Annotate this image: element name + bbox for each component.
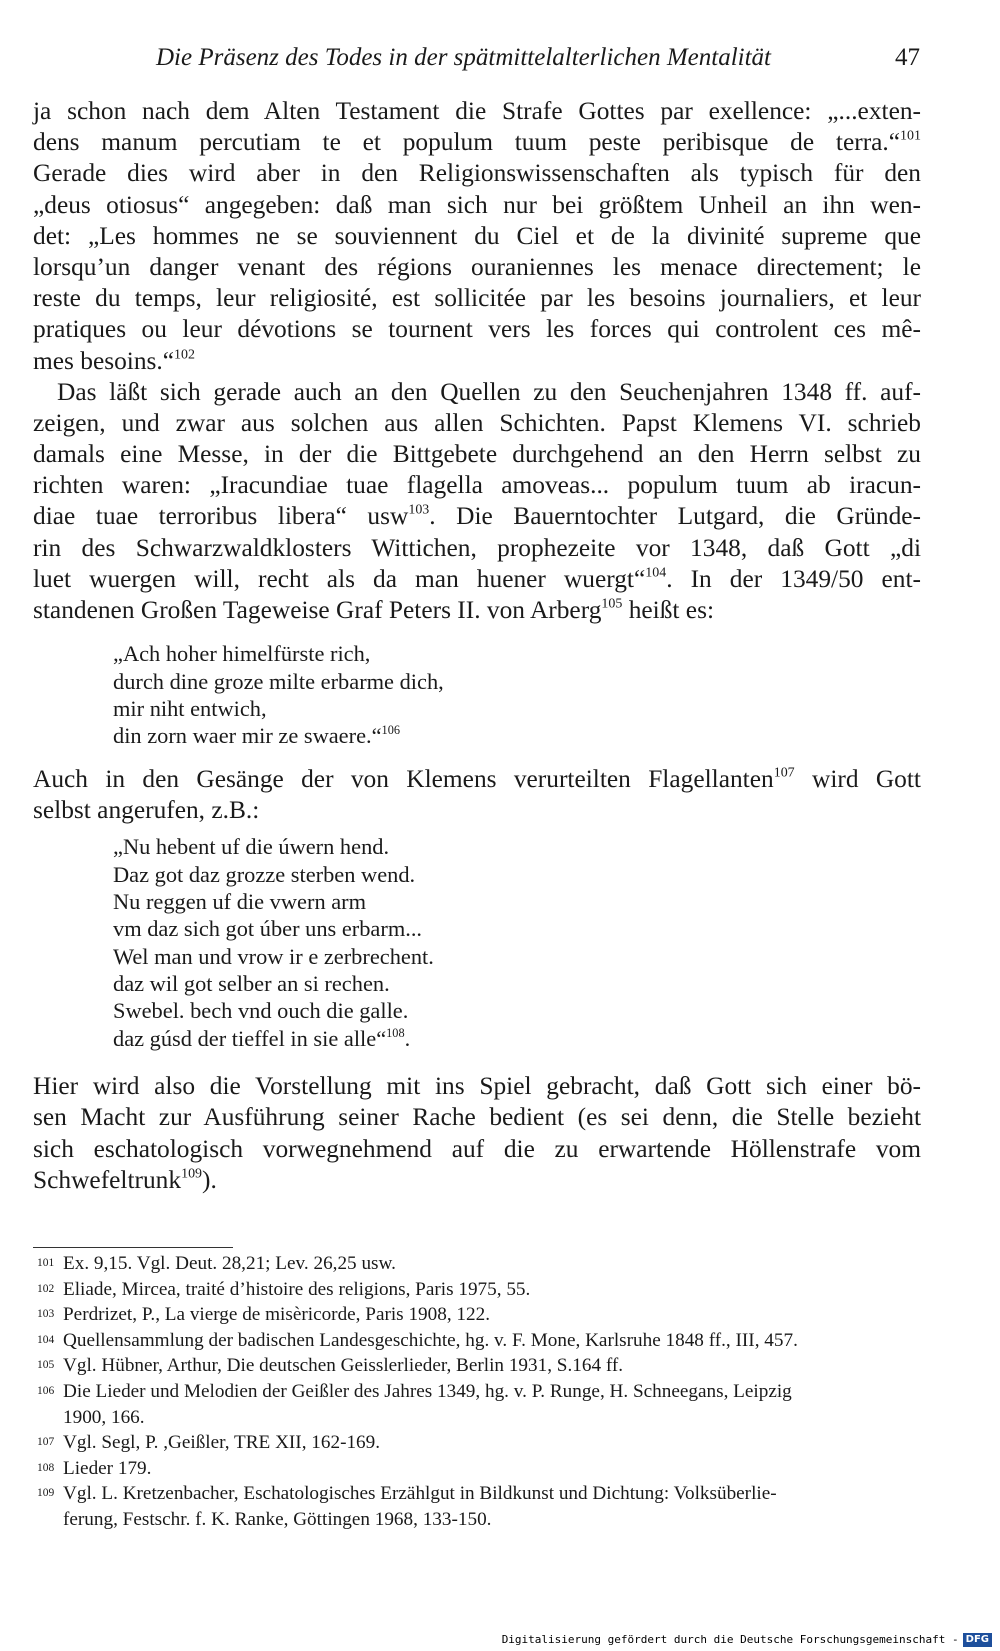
verse-line: Nu reggen uf die vwern arm <box>113 888 367 914</box>
text-line: richten waren: „Iracundiae tuae flagella amoveas... populum tuum ab iracun- <box>33 471 921 500</box>
footnote: 103 Perdrizet, P., La vierge de misèricorde, Paris 1908, 122. <box>37 1304 490 1326</box>
verse-line: daz gúsd der tieffel in sie alle“$^{108}$. <box>113 1025 411 1051</box>
footnote-rule <box>33 1247 233 1248</box>
verse-line: Wel man und vrow ir e zerbrechent. <box>113 943 434 969</box>
text-line: damals eine Messe, in der die Bittgebete durchgehend an den Herrn selbst zu <box>33 440 921 469</box>
verse-line: „Ach hoher himelfürste rich, <box>113 641 371 667</box>
text-line: Auch in den Gesänge der von Klemens verurteilten Flagellanten$^{107}$ wird Gott <box>33 764 921 793</box>
verse-line: durch dine groze milte erbarme dich, <box>113 668 444 694</box>
footnote: 105 Vgl. Hübner, Arthur, Die deutschen Geisslerlieder, Berlin 1931, S.164 ff. <box>37 1355 624 1377</box>
footnote-ref: 108 <box>386 1025 405 1040</box>
text-line: ja schon nach dem Alten Testament die Strafe Gottes par exellence: „...exten- <box>33 97 921 125</box>
footnote-ref: 103 <box>408 502 430 518</box>
footnote: 102 Eliade, Mircea, traité d’histoire des religions, Paris 1975, 55. <box>37 1278 531 1300</box>
verse-line: mir niht entwich, <box>113 695 267 721</box>
text-line: Hier wird also die Vorstellung mit ins Spiel gebracht, daß Gott sich einer bö- <box>33 1072 921 1101</box>
text-line: mes besoins.“$^{102}$ <box>33 346 195 375</box>
footnote-continuation: 1900, 166. <box>63 1406 145 1428</box>
footnote: 101 Ex. 9,15. Vgl. Deut. 28,21; Lev. 26,25 usw. <box>37 1253 396 1274</box>
text-line: rin des Schwarzwaldklosters Wittichen, prophezeite vor 1348, daß Gott „di <box>33 533 921 562</box>
page-header <box>30 44 920 78</box>
running-title: Die Präsenz des Todes in der spätmittelalterlichen Mentalität <box>156 44 771 71</box>
text-line: reste du temps, leur religiosité, est sollicitée par les besoins journaliers, et leur <box>33 284 921 313</box>
text-line: luet wuergen will, recht als da man huener wuergt“$^{104}$. In der 1349/50 ent- <box>33 564 921 593</box>
funding-note <box>502 1631 992 1649</box>
footnote: 106 Die Lieder und Melodien der Geißler des Jahres 1349, hg. v. P. Runge, H. Schneegans, Leipzig <box>37 1380 792 1402</box>
verse-line: vm daz sich got úber uns erbarm... <box>113 916 423 942</box>
text-line: det: „Les hommes ne se souviennent du Ciel et de la divinité supreme que <box>33 221 921 250</box>
footnote-ref: 101 <box>900 128 921 144</box>
text-line: zeigen, und zwar aus solchen aus allen Schichten. Papst Klemens VI. schrieb <box>33 408 921 437</box>
text-line: standenen Großen Tageweise Graf Peters II. von Arberg$^{105}$ heißt es: <box>33 596 715 624</box>
footnotes <box>33 1247 925 1533</box>
text-line: pratiques ou leur dévotions se tournent vers les forces qui controlent ces mê- <box>33 315 921 344</box>
text-line: sen Macht zur Ausführung seiner Rache bedient (es sei denn, die Stelle bezieht <box>33 1103 921 1132</box>
text-line: sich eschatologisch vorwegnehmend auf die zu erwartende Höllenstrafe vom <box>33 1134 921 1163</box>
dfg-logo: DFG <box>963 1633 992 1647</box>
text-line: lorsqu’un danger venant des régions ouraniennes les menace directement; le <box>33 252 921 281</box>
text-line: dens manum percutiam te et populum tuum peste peribisque de terra.“$^{101}$ <box>33 128 921 157</box>
footnote-ref: 105 <box>601 596 623 612</box>
text-line: Gerade dies wird aber in den Religionswissenschaften als typisch für den <box>33 159 921 188</box>
page-number: 47 <box>895 44 920 71</box>
footnote: 104 Quellensammlung der badischen Landesgeschichte, hg. v. F. Mone, Karlsruhe 1848 ff., III, 457. <box>37 1329 798 1351</box>
footnote: 109 Vgl. L. Kretzenbacher, Eschatologisches Erzählgut in Bildkunst und Dichtung: Volksüberlie- <box>37 1483 777 1505</box>
footnote-ref: 102 <box>174 347 195 363</box>
verse-line: „Nu hebent uf die úwern hend. <box>113 834 390 860</box>
footnote: 107 Vgl. Segl, P. ,Geißler, TRE XII, 162-169. <box>37 1432 381 1454</box>
text-line: Das läßt sich gerade auch an den Quellen zu den Seuchenjahren 1348 ff. auf- <box>57 377 921 406</box>
footnote-continuation: ferung, Festschr. f. K. Ranke, Göttingen 1968, 133-150. <box>63 1508 492 1530</box>
verse-line: din zorn waer mir ze swaere.“$^{106}$ <box>113 723 401 749</box>
footnote-ref: 107 <box>773 765 795 781</box>
footnote-ref: 109 <box>181 1166 203 1182</box>
text-line: diae tuae terroribus libera“ usw$^{103}$. Die Bauerntochter Lutgard, die Gründe- <box>33 502 922 531</box>
footnote-ref: 106 <box>381 723 401 738</box>
footnote: 108 Lieder 179. <box>37 1457 152 1479</box>
verse-line: Daz got daz grozze sterben wend. <box>113 861 416 887</box>
verse-line: daz wil got selber an si rechen. <box>113 971 390 997</box>
funding-text: Digitalisierung gefördert durch die Deutsche Forschungsgemeinschaft - <box>501 1633 959 1646</box>
text-line: „deus otiosus“ angegeben: daß man sich nur bei größtem Unheil an ihn wen- <box>33 190 921 219</box>
footnote-ref: 104 <box>645 565 667 581</box>
text-line: selbst angerufen, z.B.: <box>33 795 260 824</box>
text-line: Schwefeltrunk$^{109}$). <box>33 1165 217 1194</box>
verse-line: Swebel. bech vnd ouch die galle. <box>113 998 409 1024</box>
main-text <box>33 96 921 1196</box>
